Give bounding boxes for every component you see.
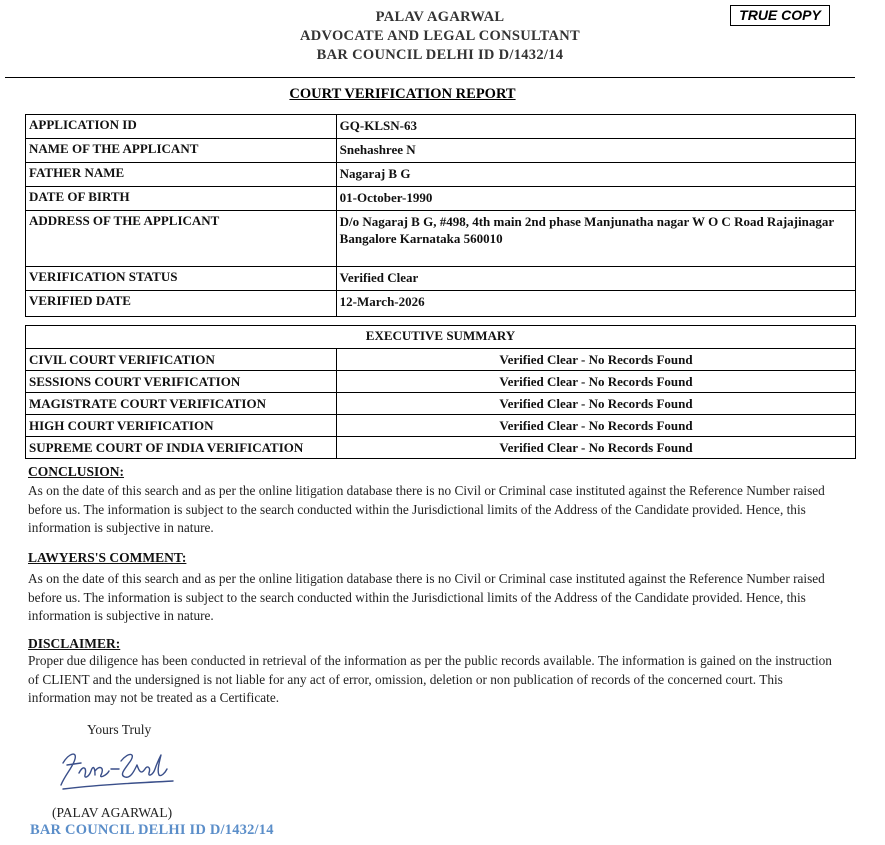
court-result: Verified Clear - No Records Found <box>337 349 856 371</box>
advocate-title: ADVOCATE AND LEGAL CONSULTANT <box>299 28 581 44</box>
disclaimer-text: Proper due diligence has been conducted in retrieval of the information as per the public records available. The information is gained on the instruction of CLIENT and the undersigned is not liable for any act of error, omission, deletion or non publication of records of the concerned court. This information may not be treated as a Certificate. <box>28 653 832 706</box>
handwritten-signature <box>55 745 185 795</box>
applicant-details-table <box>25 114 856 317</box>
executive-summary-heading: EXECUTIVE SUMMARY <box>26 326 856 349</box>
table-row <box>26 371 856 393</box>
court-result: Verified Clear - No Records Found <box>337 371 856 393</box>
table-header-row <box>26 326 856 349</box>
table-row <box>26 163 856 187</box>
field-label: APPLICATION ID <box>26 115 337 139</box>
report-title: COURT VERIFICATION REPORT <box>289 86 516 102</box>
court-label: MAGISTRATE COURT VERIFICATION <box>26 393 337 415</box>
bar-council-id: BAR COUNCIL DELHI ID D/1432/14 <box>316 47 564 63</box>
court-label: HIGH COURT VERIFICATION <box>26 415 337 437</box>
table-row <box>26 115 856 139</box>
header-divider <box>5 77 855 78</box>
field-label: DATE OF BIRTH <box>26 187 337 211</box>
court-label: SESSIONS COURT VERIFICATION <box>26 371 337 393</box>
lawyers-comment-text: As on the date of this search and as per the online litigation database there is no Civil or Criminal case instituted against the Reference Number raised before us. The information is subject to the search conducted within the Jurisdictional limits of the Address of the Candidate provided. Hence, this information is subjective in nature. <box>28 571 825 624</box>
table-row <box>26 415 856 437</box>
table-row <box>26 437 856 459</box>
signatory-name: (PALAV AGARWAL) <box>52 805 173 820</box>
field-label: VERIFICATION STATUS <box>26 267 337 291</box>
table-row <box>26 187 856 211</box>
field-value: Nagaraj B G <box>336 163 855 187</box>
court-result: Verified Clear - No Records Found <box>337 415 856 437</box>
conclusion-text: As on the date of this search and as per the online litigation database there is no Civil or Criminal case instituted against the Reference Number raised before us. The information is subject to the search conducted within the Jurisdictional limits of the Address of the Candidate provided. Hence, this information is subjective in nature. <box>28 483 825 536</box>
table-row <box>26 291 856 317</box>
lawyers-comment-title: LAWYERS'S COMMENT: <box>28 550 187 565</box>
closing-salutation: Yours Truly <box>87 722 152 737</box>
field-value: D/o Nagaraj B G, #498, 4th main 2nd phase Manjunatha nagar W O C Road Rajajinagar Bangalore Karnataka 560010 <box>336 211 855 267</box>
court-result: Verified Clear - No Records Found <box>337 437 856 459</box>
field-value: 01-October-1990 <box>336 187 855 211</box>
field-value: Snehashree N <box>336 139 855 163</box>
executive-summary-table <box>25 325 856 459</box>
table-row <box>26 211 856 267</box>
table-row <box>26 139 856 163</box>
field-label: VERIFIED DATE <box>26 291 337 317</box>
field-value: Verified Clear <box>336 267 855 291</box>
table-row <box>26 349 856 371</box>
field-value: GQ-KLSN-63 <box>336 115 855 139</box>
court-label: SUPREME COURT OF INDIA VERIFICATION <box>26 437 337 459</box>
signatory-bar-id: BAR COUNCIL DELHI ID D/1432/14 <box>30 822 274 838</box>
field-value: 12-March-2026 <box>336 291 855 317</box>
field-label: NAME OF THE APPLICANT <box>26 139 337 163</box>
table-row <box>26 393 856 415</box>
field-label: FATHER NAME <box>26 163 337 187</box>
table-row <box>26 267 856 291</box>
court-label: CIVIL COURT VERIFICATION <box>26 349 337 371</box>
court-result: Verified Clear - No Records Found <box>337 393 856 415</box>
true-copy-stamp: TRUE COPY <box>730 5 830 26</box>
advocate-name: PALAV AGARWAL <box>375 9 505 25</box>
conclusion-title: CONCLUSION: <box>28 464 125 479</box>
field-label: ADDRESS OF THE APPLICANT <box>26 211 337 267</box>
disclaimer-title: DISCLAIMER: <box>28 636 121 651</box>
